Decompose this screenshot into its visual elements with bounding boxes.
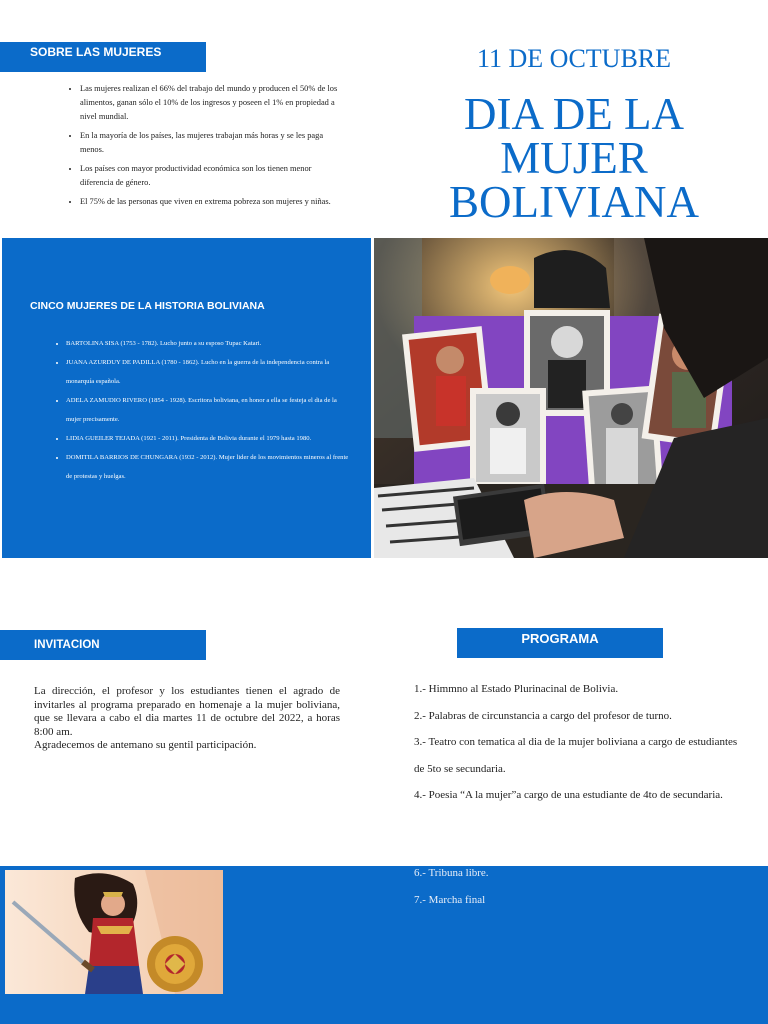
section-header-invitacion: INVITACION (0, 630, 206, 660)
title-line: DIA DE LA (464, 89, 684, 139)
program-item: 4.- Poesia “A la mujer”a cargo de una estudiante de 4to de secundaria. (414, 789, 723, 801)
program-item: 6.- Tribuna libre. (414, 867, 489, 879)
program-item: 7.- Marcha final (414, 894, 486, 906)
list-item: • JUANA AZURDUY DE PADILLA (1780 - 1862). Lucho en la guerra de la independencia contra la monarquía española. (66, 353, 352, 391)
section-header-programa: PROGRAMA (457, 628, 663, 658)
program-list-continued (414, 860, 744, 914)
heroine-illustration (5, 870, 223, 994)
list-item: • ADELA ZAMUDIO RIVERO (1854 - 1928). Escritora boliviana, en honor a ella se festeja el dia de la mujer precisamente. (66, 391, 352, 429)
event-date: 11 DE OCTUBRE (476, 44, 672, 73)
page-title (380, 89, 768, 227)
program-item: 2.- Palabras de circunstancia a cargo del profesor de turno. (414, 709, 672, 722)
section-header-sobre: SOBRE LAS MUJERES (0, 42, 206, 72)
list-item: • Los países con mayor productividad económica son los tienen menor diferencia de género. (80, 162, 342, 190)
sobre-list (62, 82, 342, 214)
title-line: MUJER (500, 133, 648, 183)
title-line: BOLIVIANA (449, 177, 699, 227)
list-item: • El 75% de las personas que viven en extrema pobreza son mujeres y niñas. (80, 195, 342, 209)
women-collage-photo (374, 238, 768, 558)
list-item: • LIDIA GUEILER TEJADA (1921 - 2011). Presidenta de Bolivia durante el 1979 hasta 1980. (66, 429, 352, 448)
program-item: 1.- Himmno al Estado Plurinacinal de Bolivia. (414, 683, 619, 695)
invitation-body: La dirección, el profesor y los estudiantes tienen el agrado de invitarles al programa preparado en homenaje a la mujer boliviana, que se llevara a cabo el dia martes 11 de octubre del 2022, a horas 8:00 am. (34, 685, 340, 738)
program-list (414, 676, 744, 809)
program-item: 3.- Teatro con tematica al dia de la mujer boliviana a cargo de estudiantes de 5to se secundaria. (414, 736, 738, 775)
list-item: • DOMITILA BARRIOS DE CHUNGARA (1932 - 2012). Mujer lider de los movimientos mineros al frente de protestas y huelgas. (66, 448, 352, 486)
list-item: • En la mayoría de los países, las mujeres trabajan más horas y se les paga menos. (80, 129, 342, 157)
invitation-closing: Agradecemos de antemano su gentil participación. (34, 739, 257, 751)
list-item: • Las mujeres realizan el 66% del trabajo del mundo y producen el 50% de los alimentos, ganan sólo el 10% de los ingresos y poseen el 1% en propiedad a nivel mundial. (80, 82, 342, 124)
invitation-text (34, 685, 340, 753)
portrait-adela (470, 388, 546, 488)
history-panel-title: CINCO MUJERES DE LA HISTORIA BOLIVIANA (30, 300, 265, 312)
history-panel (2, 238, 371, 558)
list-item: • BARTOLINA SISA (1753 - 1782). Lucho junto a su esposo Tupac Katari. (66, 334, 352, 353)
history-list (48, 334, 352, 486)
